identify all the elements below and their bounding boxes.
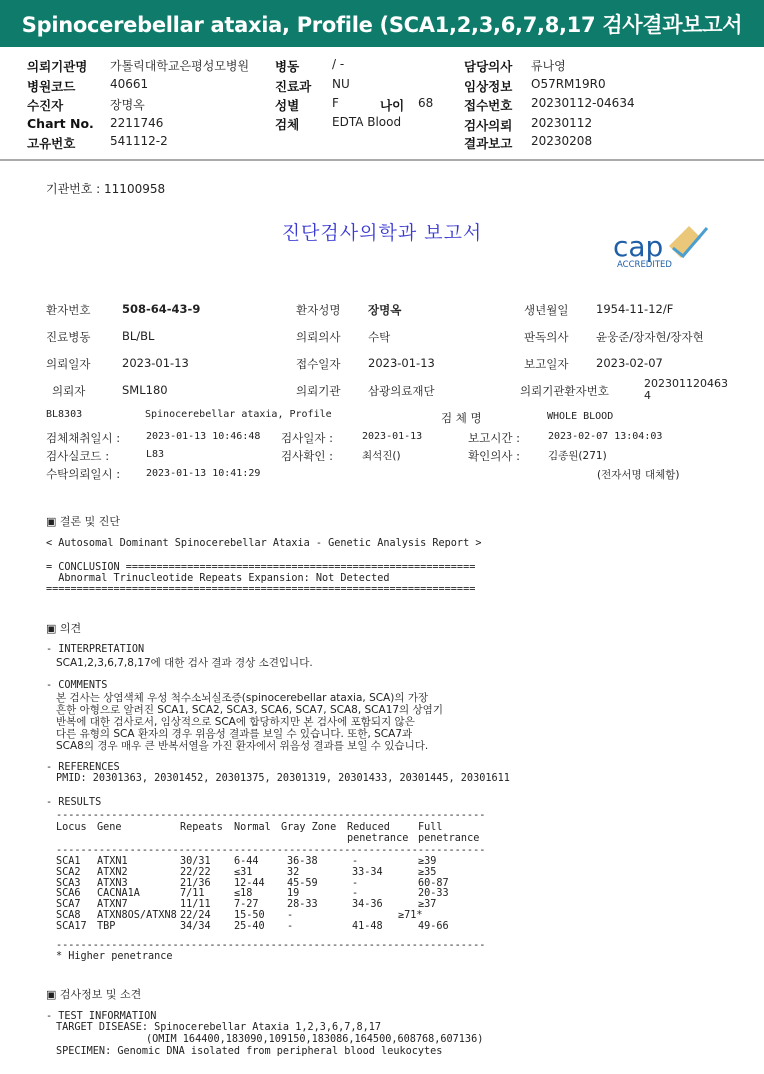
results-col-header: Reduced xyxy=(347,822,390,833)
hdr-label: Chart No. xyxy=(27,116,94,131)
meta-value: 2023-02-07 13:04:03 xyxy=(548,431,663,442)
info-label: 환자성명 xyxy=(296,303,341,317)
results-cell: SCA6 xyxy=(56,888,81,900)
info-value: SML180 xyxy=(122,383,168,397)
results-col-header: Gene xyxy=(97,822,122,833)
cap-logo-text: cap xyxy=(613,230,664,263)
results-cell: ATXN7 xyxy=(97,899,128,911)
results-cell: 49-66 xyxy=(418,920,449,932)
results-cell: 22/22 xyxy=(180,866,211,878)
results-cell: 60-87 xyxy=(418,877,449,889)
results-cell: ≥39 xyxy=(418,856,437,867)
hdr-value: 가톨릭대학교은평성모병원 xyxy=(110,59,250,73)
results-cell: 28-33 xyxy=(287,899,318,911)
hdr-label: 의뢰기관명 xyxy=(27,59,88,74)
conclusion-text: Abnormal Trinucleotide Repeats Expansion: Not Detected xyxy=(46,573,390,584)
meta-label: 검사일자 : xyxy=(281,431,333,445)
results-col-header: Repeats xyxy=(180,822,223,833)
results-cell: ≤31 xyxy=(234,866,253,878)
comment-line: SCA8의 경우 매우 큰 반복서열을 가진 환자에서 위음성 결과를 보일 수 있습니다. xyxy=(56,740,429,752)
report-title: 진단검사의학과 보고서 xyxy=(281,222,483,244)
results-col-header: Full xyxy=(418,822,443,833)
info-value: 2023-02-07 xyxy=(596,356,663,370)
results-cell: SCA7 xyxy=(56,899,81,911)
results-cell: ≥37 xyxy=(418,899,437,911)
hdr-value: 20230112-04634 xyxy=(531,96,635,110)
comment-line: 반복에 대한 검사로서, 임상적으로 SCA에 합당하지만 본 검사에 포함되지 않은 xyxy=(56,716,415,728)
test-name: Spinocerebellar ataxia, Profile xyxy=(145,409,332,420)
hdr-value: EDTA Blood xyxy=(332,115,402,129)
results-cell: 11/11 xyxy=(180,899,211,911)
info-label: 진료병동 xyxy=(46,330,91,344)
test-code: BL8303 xyxy=(46,409,83,420)
hdr-value: 541112-2 xyxy=(110,134,168,148)
meta-value: 2023-01-13 10:41:29 xyxy=(146,468,261,479)
info-label: 의뢰의사 xyxy=(296,330,341,344)
results-cell: - xyxy=(352,888,359,900)
results-cell: 20-33 xyxy=(418,888,449,900)
specimen-value: WHOLE BLOOD xyxy=(547,411,614,422)
specimen-description: SPECIMEN: Genomic DNA isolated from peripheral blood leukocytes xyxy=(56,1046,443,1057)
document-title: Spinocerebellar ataxia, Profile (SCA1,2,3,6,7,8,17 검사결과보고서 xyxy=(21,13,743,37)
comment-line: 흔한 아형으로 알려진 SCA1, SCA2, SCA3, SCA6, SCA7, SCA8, SCA17의 상염기 xyxy=(56,704,443,716)
specimen-label: 검 체 명 xyxy=(441,411,482,425)
results-cell: SCA2 xyxy=(56,866,81,878)
hdr-label: 검체 xyxy=(275,117,300,132)
hdr-label: 결과보고 xyxy=(464,136,513,151)
info-label: 의뢰기관환자번호 xyxy=(520,384,609,398)
esign-note: (전자서명 대체함) xyxy=(597,469,680,481)
conclusion-end-rule: ====================================================================== xyxy=(46,584,476,595)
results-cell: SCA1 xyxy=(56,856,81,867)
meta-value: 2023-01-13 10:46:48 xyxy=(146,431,261,442)
omim-numbers: (OMIM 164400,183090,109150,183086,164500,608768,607136) xyxy=(146,1034,484,1045)
cap-accredited-logo xyxy=(611,224,711,270)
results-cell: ATXN8OS/ATXN8 xyxy=(97,910,177,921)
hdr-value: 류나영 xyxy=(531,59,566,73)
info-label: 의뢰기관 xyxy=(296,384,341,398)
results-cell: CACNA1A xyxy=(97,888,140,900)
header-divider xyxy=(0,159,764,161)
results-cell: TBP xyxy=(97,920,116,932)
results-cell: - xyxy=(352,856,359,867)
results-col-header-2: penetrance xyxy=(418,833,480,844)
info-value: 1954-11-12/F xyxy=(596,302,674,316)
results-heading: - RESULTS xyxy=(46,797,102,808)
hdr-label: 병원코드 xyxy=(27,79,76,94)
results-note: * Higher penetrance xyxy=(56,951,173,962)
hdr-label: 임상정보 xyxy=(464,79,513,94)
meta-label: 검체채취일시 : xyxy=(46,431,121,445)
info-label: 의뢰자 xyxy=(52,384,86,398)
results-cell: ATXN2 xyxy=(97,866,128,878)
hdr-label: 접수번호 xyxy=(464,98,513,113)
info-label: 의뢰일자 xyxy=(46,357,91,371)
meta-label: 검사확인 : xyxy=(281,449,333,463)
report-subtitle: < Autosomal Dominant Spinocerebellar Ataxia - Genetic Analysis Report > xyxy=(46,538,482,549)
results-cell: 32 xyxy=(287,866,300,878)
hdr-value: 2211746 xyxy=(110,116,164,130)
hdr-value: 68 xyxy=(418,96,434,110)
results-cell: 7-27 xyxy=(234,899,259,911)
results-cell: ≥71* xyxy=(398,910,423,921)
test-info-heading: - TEST INFORMATION xyxy=(46,1011,157,1022)
hdr-label: 검사의뢰 xyxy=(464,118,513,133)
info-label: 환자번호 xyxy=(46,303,91,317)
results-cell: 21/36 xyxy=(180,877,211,889)
hdr-value: 20230208 xyxy=(531,134,593,148)
results-col-header: Normal xyxy=(234,822,271,833)
meta-label: 검사실코드 : xyxy=(46,449,110,463)
section-opinion-heading: ▣ 의견 xyxy=(46,622,82,635)
results-cell: ≤18 xyxy=(234,888,253,900)
meta-value: L83 xyxy=(146,449,165,460)
target-disease: TARGET DISEASE: Spinocerebellar Ataxia 1,2,3,6,7,8,17 xyxy=(56,1022,382,1033)
results-cell: ATXN1 xyxy=(97,856,128,867)
hdr-value: NU xyxy=(332,77,350,91)
references-heading: - REFERENCES xyxy=(46,762,120,773)
results-col-header-2: penetrance xyxy=(347,833,409,844)
hdr-value: F xyxy=(332,96,339,110)
references-text: PMID: 20301363, 20301452, 20301375, 20301319, 20301433, 20301445, 20301611 xyxy=(56,773,510,784)
results-cell: 45-59 xyxy=(287,877,318,889)
info-label: 접수일자 xyxy=(296,357,341,371)
info-value: 2023011204634 xyxy=(644,377,728,402)
conclusion-rule: = CONCLUSION ========================================================= xyxy=(46,562,476,573)
info-value: 삼광의료재단 xyxy=(368,384,435,398)
results-cell: 41-48 xyxy=(352,920,383,932)
info-value: 윤웅준/장자현/장자현 xyxy=(596,330,704,344)
info-label: 판독의사 xyxy=(524,330,569,344)
results-cell: 30/31 xyxy=(180,856,211,867)
info-value: 2023-01-13 xyxy=(368,356,435,370)
comments-heading: - COMMENTS xyxy=(46,680,108,691)
meta-label: 보고시간 : xyxy=(468,431,520,445)
hdr-label: 담당의사 xyxy=(464,59,513,74)
results-col-header: Locus xyxy=(56,822,87,833)
meta-value: 최석진() xyxy=(362,450,401,462)
results-cell: SCA17 xyxy=(56,920,87,932)
hdr-label: 수진자 xyxy=(27,98,64,113)
section-conclusion-heading: ▣ 결론 및 진단 xyxy=(46,515,121,528)
results-cell: 25-40 xyxy=(234,920,265,932)
comment-line: 다른 유형의 SCA 환자의 경우 위음성 결과를 보일 수 있습니다. 또한, SCA7과 xyxy=(56,728,413,740)
hdr-label: 진료과 xyxy=(275,79,312,94)
results-cell: 33-34 xyxy=(352,866,383,878)
results-cell: - xyxy=(352,877,359,889)
results-rule-bottom: ---------------------------------------------------------------------- xyxy=(56,940,486,951)
hdr-label: 병동 xyxy=(275,59,300,74)
info-value: BL/BL xyxy=(122,329,155,343)
hdr-value: 장명옥 xyxy=(110,98,145,112)
hdr-label: 나이 xyxy=(380,98,405,113)
results-cell: 6-44 xyxy=(234,856,259,867)
results-cell: ≥35 xyxy=(418,866,437,878)
results-cell: - xyxy=(287,910,294,921)
hdr-value: 20230112 xyxy=(531,116,593,130)
section-testinfo-heading: ▣ 검사정보 및 소견 xyxy=(46,988,142,1001)
institution-number: 기관번호 : 11100958 xyxy=(46,182,166,196)
meta-label: 수탁의뢰일시 : xyxy=(46,467,121,481)
results-rule-top: ---------------------------------------------------------------------- xyxy=(56,810,486,821)
cap-logo-icon xyxy=(611,224,711,270)
results-cell: SCA8 xyxy=(56,910,81,921)
info-value: 장명옥 xyxy=(368,303,402,317)
results-cell: 12-44 xyxy=(234,877,265,889)
hdr-label: 고유번호 xyxy=(27,136,76,151)
report-title-bar xyxy=(0,0,764,47)
info-label: 생년월일 xyxy=(524,303,569,317)
meta-value: 2023-01-13 xyxy=(362,431,423,442)
info-value: 2023-01-13 xyxy=(122,356,189,370)
meta-value: 김종원(271) xyxy=(548,450,607,462)
info-label: 보고일자 xyxy=(524,357,569,371)
info-value: 508-64-43-9 xyxy=(122,302,201,316)
results-cell: SCA3 xyxy=(56,877,81,889)
meta-label: 확인의사 : xyxy=(468,449,520,463)
results-rule-mid: ---------------------------------------------------------------------- xyxy=(56,845,486,856)
results-cell: 7/11 xyxy=(180,888,205,900)
results-cell: - xyxy=(287,920,294,932)
hdr-value: 40661 xyxy=(110,77,149,91)
results-cell: 34-36 xyxy=(352,899,383,911)
cap-accredited-text: ACCREDITED xyxy=(617,260,672,270)
results-cell: 22/24 xyxy=(180,910,211,921)
results-cell: 19 xyxy=(287,888,300,900)
results-cell: 34/34 xyxy=(180,920,211,932)
hdr-value: O57RM19R0 xyxy=(531,77,606,91)
results-col-header: Gray Zone xyxy=(281,822,337,833)
interpretation-heading: - INTERPRETATION xyxy=(46,644,145,655)
interpretation-text: SCA1,2,3,6,7,8,17에 대한 검사 결과 경상 소견입니다. xyxy=(56,657,313,669)
hdr-value: / - xyxy=(332,57,345,71)
info-value: 수탁 xyxy=(368,330,391,344)
results-cell: ATXN3 xyxy=(97,877,128,889)
comment-line: 본 검사는 상염색체 우성 척수소뇌실조증(spinocerebellar ataxia, SCA)의 가장 xyxy=(56,692,429,704)
results-cell: 15-50 xyxy=(234,910,265,921)
results-cell: 36-38 xyxy=(287,856,318,867)
hdr-label: 성별 xyxy=(275,98,300,113)
